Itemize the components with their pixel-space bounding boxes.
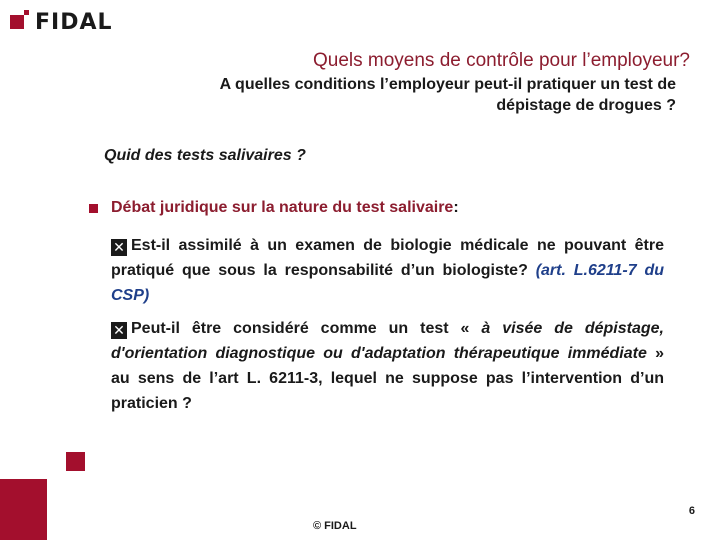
point-1-text: Est-il assimilé à un examen de biologie médicale ne pouvant être pratiqué que sous la responsabilité d’un biologiste? bbox=[111, 237, 664, 279]
decorative-block bbox=[0, 479, 47, 540]
bullet-square-icon bbox=[89, 204, 98, 213]
point-2-italic: à visée de dépistage, d'orientation diagnostique ou d'adaptation thérapeutique immédiate bbox=[111, 320, 664, 362]
logo-wordmark: FIDAL bbox=[35, 10, 113, 35]
logo-square-small bbox=[24, 10, 29, 15]
slide-title: Quels moyens de contrôle pour l’employeur? bbox=[312, 50, 690, 71]
page-number: 6 bbox=[688, 505, 695, 517]
point-1 bbox=[111, 233, 664, 308]
bullet-heading-colon: : bbox=[453, 199, 459, 216]
x-box-icon: ✕ bbox=[111, 322, 127, 339]
bullet-heading bbox=[111, 199, 459, 217]
point-2-text-start: Peut-il être considéré comme un test « bbox=[131, 320, 470, 337]
bullet-heading-label: Débat juridique sur la nature du test salivaire bbox=[111, 199, 454, 216]
x-box-icon: ✕ bbox=[111, 239, 127, 256]
point-1-reference: (art. L.6211-7 du CSP) bbox=[111, 262, 665, 304]
copyright-text: © FIDAL bbox=[313, 520, 357, 532]
slide-subtitle: A quelles conditions l’employeur peut-il pratiquer un test de dépistage de drogues ? bbox=[219, 76, 676, 114]
point-2 bbox=[111, 316, 664, 416]
section-heading: Quid des tests salivaires ? bbox=[104, 147, 306, 164]
fidal-logo bbox=[8, 5, 128, 33]
point-2-text-end: » au sens de l’art L. 6211-3, lequel ne suppose pas l’intervention d’un praticien ? bbox=[111, 345, 665, 412]
logo-square-large bbox=[10, 15, 24, 29]
decorative-square bbox=[66, 452, 85, 471]
